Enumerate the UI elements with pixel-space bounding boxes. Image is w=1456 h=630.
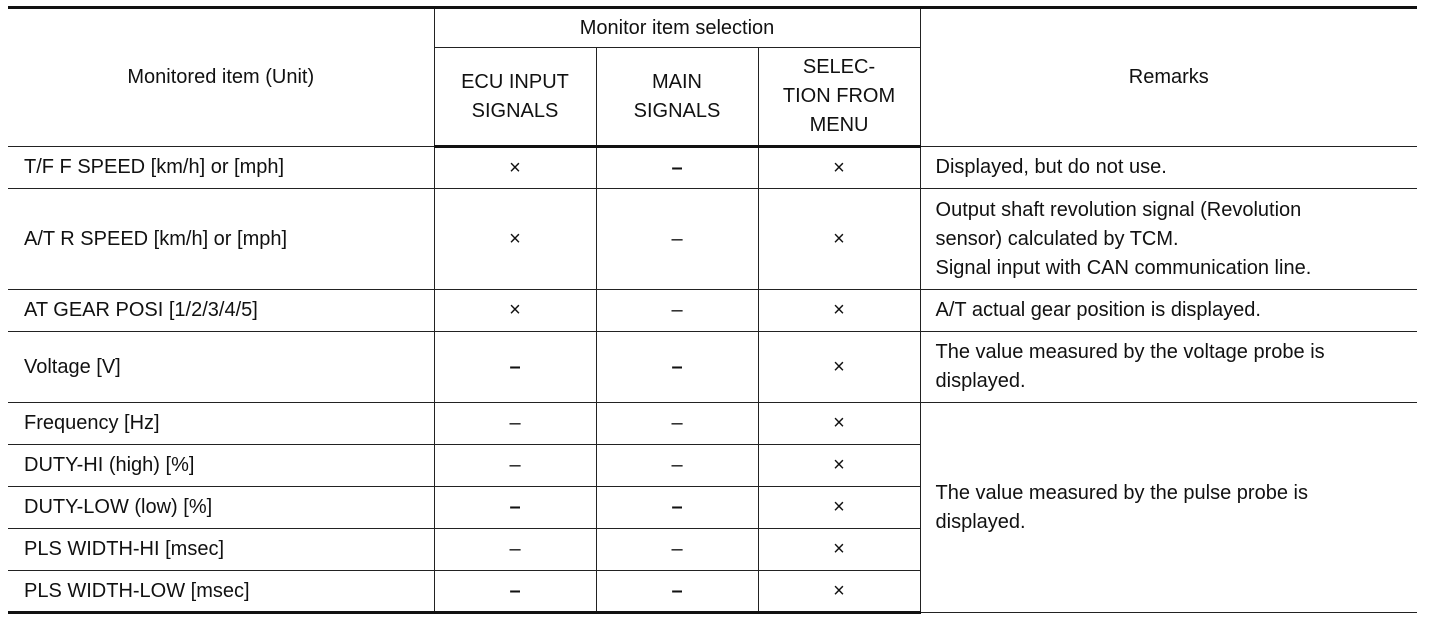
- ecu-input-cell: –: [434, 571, 596, 613]
- selection-menu-cell: ×: [758, 332, 920, 403]
- header-selection-from-menu: SELEC- TION FROM MENU: [758, 48, 920, 147]
- main-signals-cell: –: [596, 189, 758, 290]
- main-signals-cell: –: [596, 529, 758, 571]
- header-monitored-item: Monitored item (Unit): [8, 8, 434, 147]
- ecu-input-cell: –: [434, 445, 596, 487]
- main-signals-cell: –: [596, 571, 758, 613]
- ecu-input-cell: ×: [434, 189, 596, 290]
- monitored-item-cell: PLS WIDTH-LOW [msec]: [8, 571, 434, 613]
- header-ecu-input-signals: ECU INPUT SIGNALS: [434, 48, 596, 147]
- monitored-item-cell: Voltage [V]: [8, 332, 434, 403]
- monitored-item-cell: Frequency [Hz]: [8, 403, 434, 445]
- ecu-input-cell: –: [434, 529, 596, 571]
- remark-cell: Displayed, but do not use.: [920, 147, 1417, 189]
- ecu-input-cell: ×: [434, 290, 596, 332]
- monitored-item-cell: DUTY-HI (high) [%]: [8, 445, 434, 487]
- ecu-input-cell: –: [434, 332, 596, 403]
- selection-menu-cell: ×: [758, 571, 920, 613]
- selection-menu-cell: ×: [758, 487, 920, 529]
- monitor-item-table-container: [8, 6, 1417, 614]
- selection-menu-cell: ×: [758, 403, 920, 445]
- main-signals-cell: –: [596, 445, 758, 487]
- table-row: [8, 290, 1417, 332]
- remark-cell: A/T actual gear position is displayed.: [920, 290, 1417, 332]
- pulse-probe-remark-cell: The value measured by the pulse probe is displayed.: [920, 403, 1417, 613]
- ecu-input-cell: ×: [434, 147, 596, 189]
- table-row: [8, 189, 1417, 290]
- table-row: [8, 403, 1417, 445]
- selection-menu-cell: ×: [758, 290, 920, 332]
- monitor-item-table: [8, 6, 1417, 614]
- selection-menu-cell: ×: [758, 529, 920, 571]
- monitored-item-cell: AT GEAR POSI [1/2/3/4/5]: [8, 290, 434, 332]
- monitored-item-cell: PLS WIDTH-HI [msec]: [8, 529, 434, 571]
- monitored-item-cell: A/T R SPEED [km/h] or [mph]: [8, 189, 434, 290]
- main-signals-cell: –: [596, 332, 758, 403]
- main-signals-cell: –: [596, 290, 758, 332]
- monitored-item-cell: DUTY-LOW (low) [%]: [8, 487, 434, 529]
- main-signals-cell: –: [596, 487, 758, 529]
- header-remarks: Remarks: [920, 8, 1417, 147]
- monitored-item-cell: T/F F SPEED [km/h] or [mph]: [8, 147, 434, 189]
- main-signals-cell: –: [596, 147, 758, 189]
- ecu-input-cell: –: [434, 487, 596, 529]
- selection-menu-cell: ×: [758, 147, 920, 189]
- table-row: [8, 147, 1417, 189]
- selection-menu-cell: ×: [758, 189, 920, 290]
- remark-cell: Output shaft revolution signal (Revolution sensor) calculated by TCM. Signal input with CAN communication line.: [920, 189, 1417, 290]
- remark-cell: The value measured by the voltage probe is displayed.: [920, 332, 1417, 403]
- selection-menu-cell: ×: [758, 445, 920, 487]
- main-signals-cell: –: [596, 403, 758, 445]
- table-row: [8, 332, 1417, 403]
- header-monitor-item-selection: Monitor item selection: [434, 8, 920, 48]
- ecu-input-cell: –: [434, 403, 596, 445]
- header-main-signals: MAIN SIGNALS: [596, 48, 758, 147]
